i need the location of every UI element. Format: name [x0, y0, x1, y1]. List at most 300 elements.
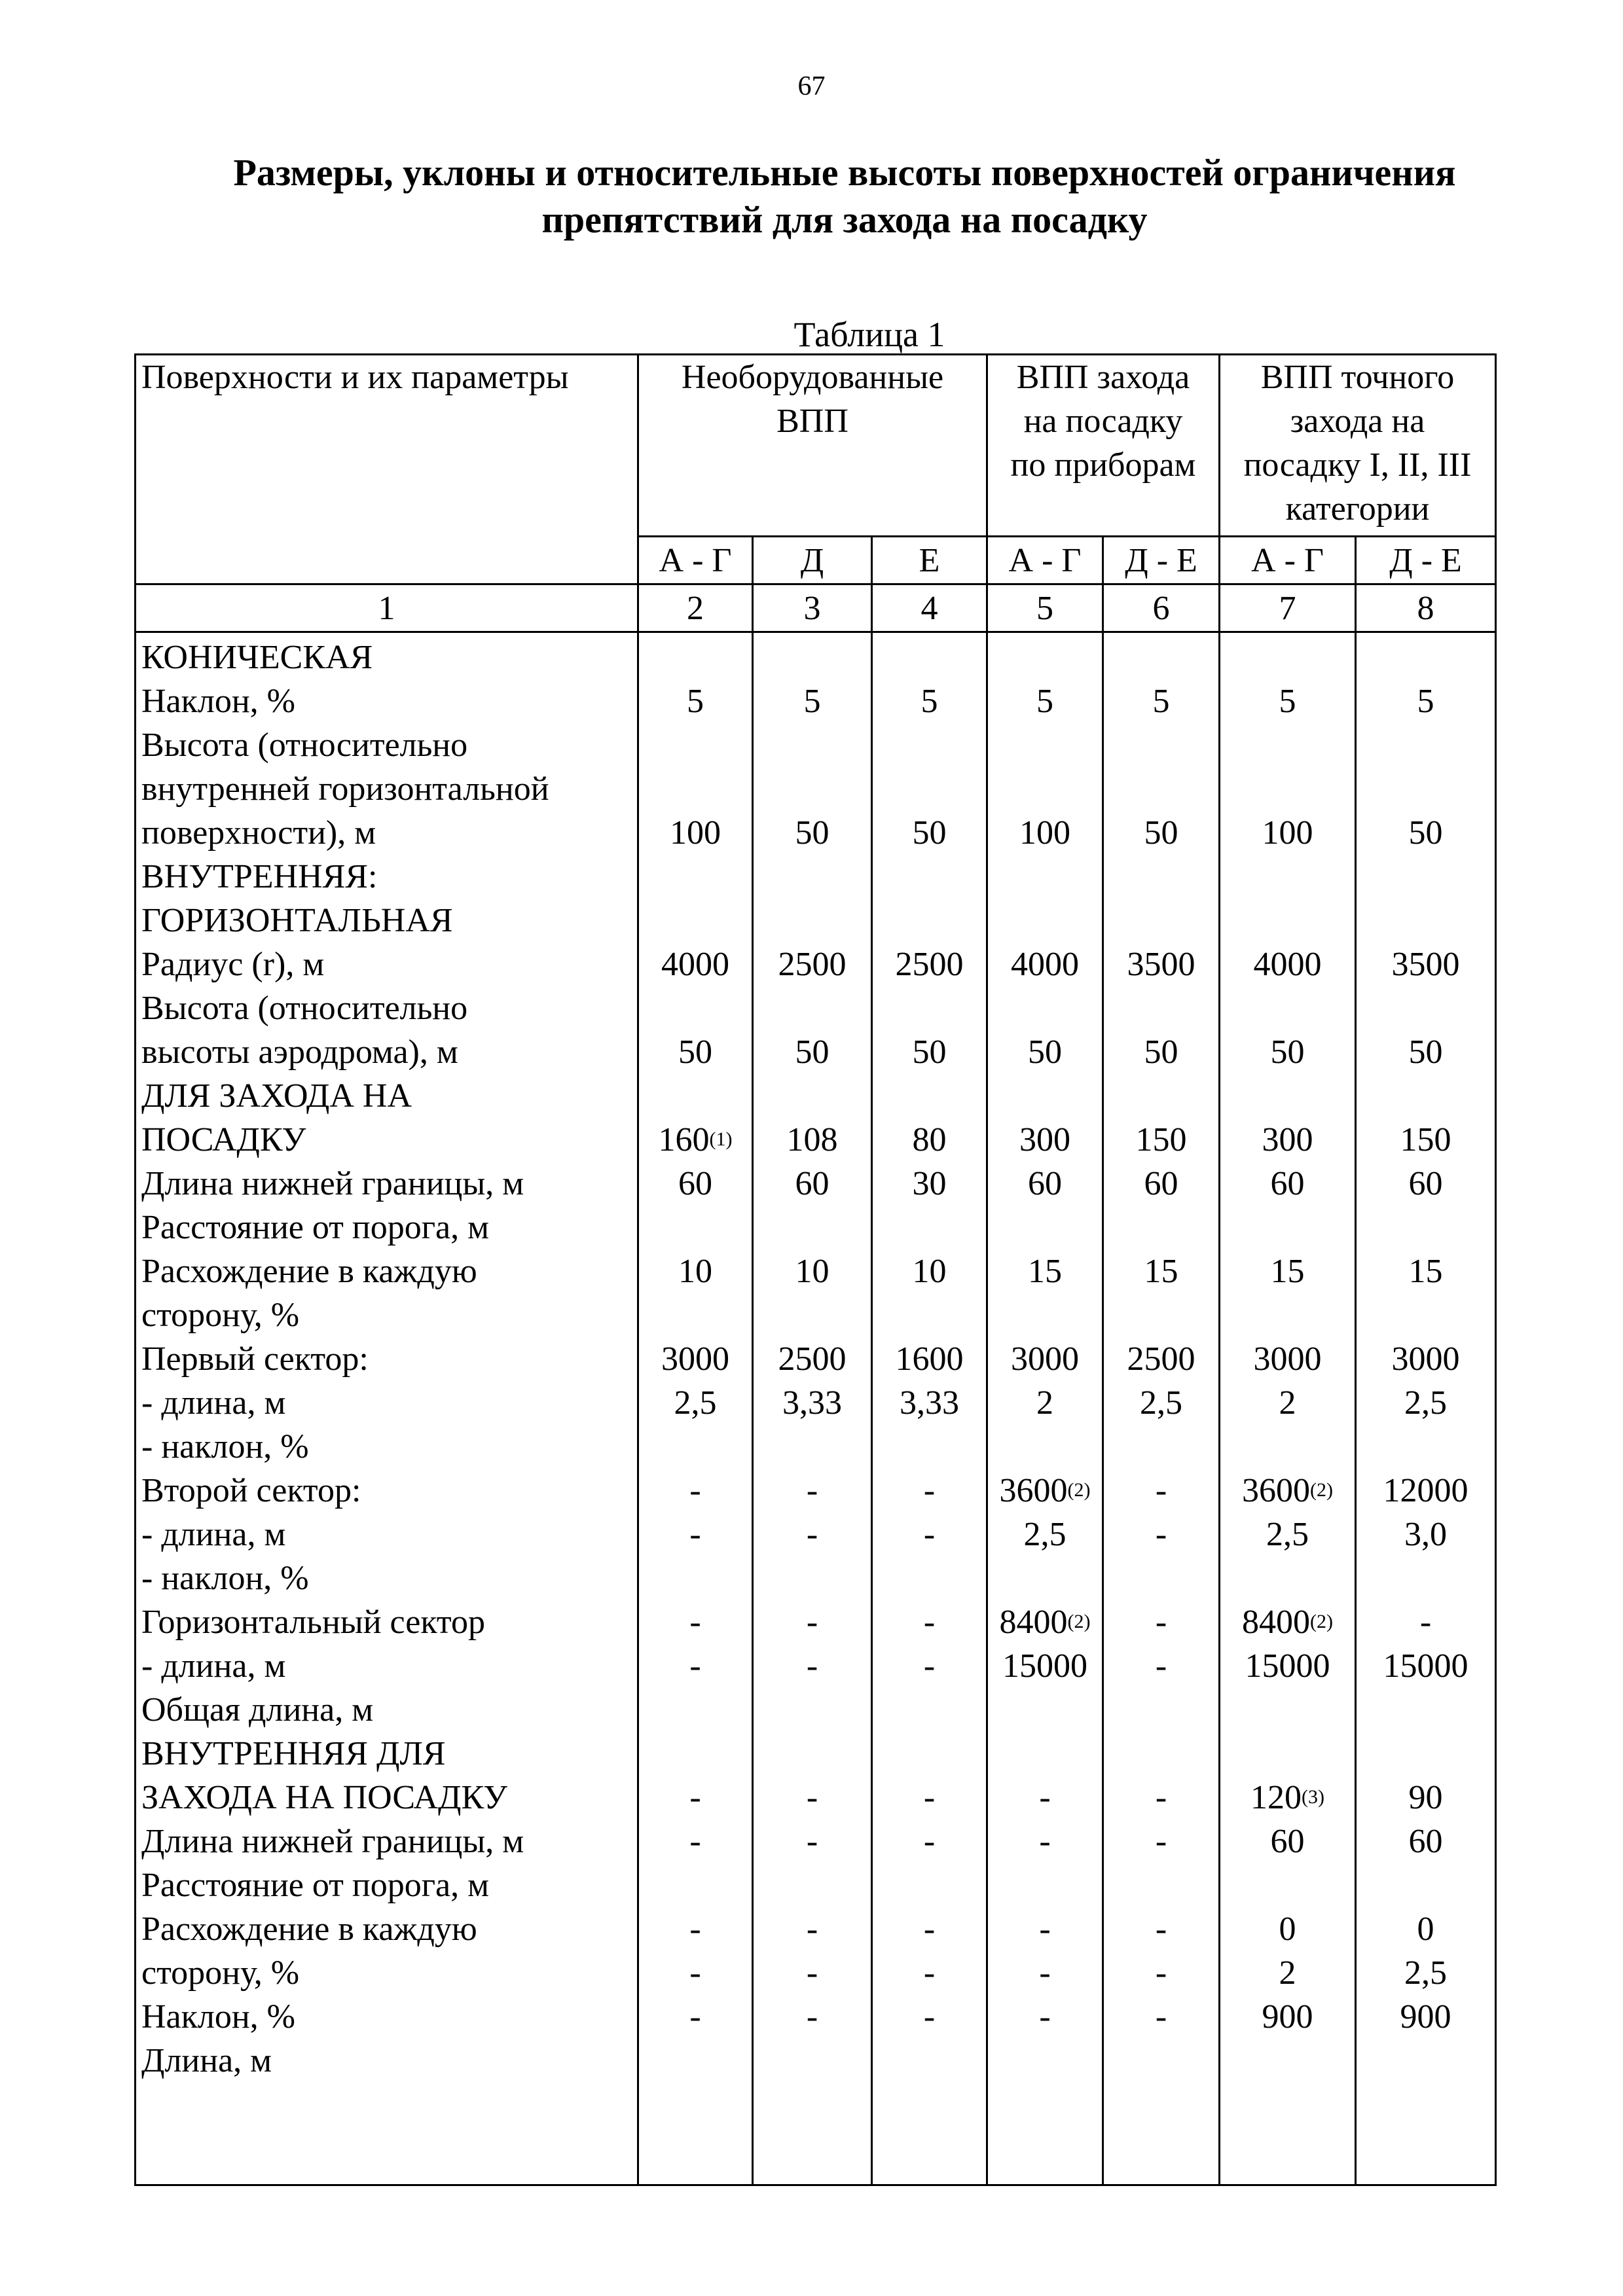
value-text: 15000: [1245, 1647, 1330, 1685]
value-text: 50: [1270, 1033, 1305, 1071]
value-cell: [1220, 1425, 1355, 1469]
value-cell: [988, 1337, 1102, 1381]
header-parameters-label: Поверхности и их параметры: [141, 359, 569, 396]
values-column-6: [1103, 632, 1220, 2185]
value-cell: [754, 1118, 871, 1162]
value-text: 2,5: [1404, 1384, 1447, 1422]
value-cell: [1220, 723, 1355, 767]
value-text: 3000: [1253, 1340, 1322, 1378]
value-text: -: [1155, 1823, 1167, 1860]
value-text: 3500: [1391, 946, 1460, 983]
value-text: 3000: [661, 1340, 729, 1378]
value-cell: [1104, 1556, 1218, 1600]
value-cell: [988, 723, 1102, 767]
header-group-instrument: [987, 355, 1220, 537]
value-text: 100: [670, 814, 721, 852]
parameter-label: Высота (относительно: [141, 990, 468, 1027]
parameter-label: Второй сектор:: [141, 1472, 361, 1509]
value-cell: [754, 855, 871, 899]
value-text: -: [806, 1647, 818, 1685]
value-text: 5: [1417, 683, 1434, 720]
value-cell: [754, 1600, 871, 1644]
footnote-marker: (2): [1310, 1479, 1333, 1501]
parameter-label: высоты аэродрома), м: [141, 1033, 458, 1071]
value-cell: [988, 1381, 1102, 1425]
value-text: 900: [1400, 1998, 1451, 2036]
value-cell: [1220, 1556, 1355, 1600]
value-text: 60: [678, 1165, 712, 1202]
parameter-label: поверхности), м: [141, 814, 376, 852]
parameter-label: ВНУТРЕННЯЯ ДЛЯ: [141, 1735, 446, 1772]
parameter-label: ДЛЯ ЗАХОДА НА: [141, 1077, 412, 1115]
subheader-cell: Д - Е: [1356, 537, 1496, 584]
value-text: 3500: [1127, 946, 1195, 983]
value-text: -: [923, 1954, 936, 1992]
value-cell: [988, 1118, 1102, 1162]
value-cell: [1104, 1293, 1218, 1337]
value-cell: [754, 1863, 871, 1907]
subheader-cell: А - Г: [1220, 537, 1356, 584]
value-text: 30: [912, 1165, 947, 1202]
value-cell: [639, 1162, 752, 1206]
value-cell: [1104, 1820, 1218, 1863]
value-text: 8400: [1242, 1604, 1310, 1641]
parameter-label: Расхождение в каждую: [141, 1253, 477, 1290]
value-cell: [754, 1030, 871, 1074]
value-cell: [639, 1820, 752, 1863]
value-cell: [639, 767, 752, 811]
value-cell: [639, 1293, 752, 1337]
value-text: -: [1155, 1998, 1167, 2036]
value-cell: [873, 1293, 986, 1337]
value-text: -: [689, 1998, 701, 2036]
value-cell: [639, 1732, 752, 1776]
value-cell: [1104, 1688, 1218, 1732]
value-cell: [754, 1995, 871, 2039]
value-cell: [1357, 1688, 1495, 1732]
value-text: -: [806, 1516, 818, 1553]
value-cell: [639, 1688, 752, 1732]
value-text: 900: [1262, 1998, 1313, 2036]
parameter-label: Расхождение в каждую: [141, 1910, 477, 1948]
value-cell: [754, 1162, 871, 1206]
value-cell: [1220, 1907, 1355, 1951]
value-cell: [639, 1776, 752, 1820]
value-cell: [988, 1776, 1102, 1820]
value-cell: [1104, 1951, 1218, 1995]
value-text: 50: [912, 1033, 947, 1071]
values-column-5: [987, 632, 1103, 2185]
value-text: 50: [795, 1033, 830, 1071]
column-number: 8: [1356, 584, 1496, 632]
value-cell: [754, 2039, 871, 2083]
value-cell: [988, 1995, 1102, 2039]
value-text: 3,0: [1404, 1516, 1447, 1553]
value-cell: [1357, 2039, 1495, 2083]
parameter-label: сторону, %: [141, 1954, 300, 1992]
value-text: 60: [1408, 1165, 1443, 1202]
parameter-label: внутренней горизонтальной: [141, 770, 549, 808]
value-cell: [639, 1425, 752, 1469]
value-cell: [1357, 1513, 1495, 1556]
values-column-8: [1356, 632, 1496, 2185]
value-text: 15000: [1383, 1647, 1468, 1685]
value-cell: [1104, 986, 1218, 1030]
column-number: 5: [987, 584, 1103, 632]
subheader-cell: Е: [872, 537, 987, 584]
value-cell: [1220, 1469, 1355, 1513]
value-cell: [1104, 899, 1218, 942]
subheader-cell: А - Г: [987, 537, 1103, 584]
value-text: 10: [678, 1253, 712, 1290]
value-text: 5: [687, 683, 704, 720]
value-cell: [1220, 1162, 1355, 1206]
value-text: 90: [1408, 1779, 1443, 1816]
value-cell: [988, 1600, 1102, 1644]
value-cell: [639, 899, 752, 942]
value-cell: [873, 1863, 986, 1907]
value-cell: [988, 1644, 1102, 1688]
value-cell: [754, 942, 871, 986]
value-cell: [639, 1381, 752, 1425]
value-cell: [873, 636, 986, 679]
value-text: 3,33: [900, 1384, 959, 1422]
value-text: 2,5: [1140, 1384, 1182, 1422]
value-text: 1600: [895, 1340, 964, 1378]
value-cell: [639, 1951, 752, 1995]
value-cell: [1357, 1776, 1495, 1820]
parameter-label: КОНИЧЕСКАЯ: [141, 639, 373, 676]
value-text: 50: [1144, 1033, 1178, 1071]
value-cell: [754, 1381, 871, 1425]
header-group-1-line-2: ВПП: [776, 403, 848, 440]
value-text: 15: [1144, 1253, 1178, 1290]
value-cell: [754, 1513, 871, 1556]
value-cell: [873, 899, 986, 942]
value-cell: [754, 1074, 871, 1118]
parameter-labels-column: [136, 632, 638, 2185]
header-group-3-line-3: посадку I, II, III: [1243, 446, 1472, 484]
value-text: 50: [678, 1033, 712, 1071]
value-text: -: [689, 1604, 701, 1641]
value-cell: [1357, 636, 1495, 679]
value-cell: [1357, 1732, 1495, 1776]
footnote-marker: (2): [1067, 1479, 1091, 1501]
value-cell: [1357, 1337, 1495, 1381]
value-cell: [1220, 1600, 1355, 1644]
title-line-1: Размеры, уклоны и относительные высоты поверхностей ограничения: [233, 151, 1456, 194]
header-parameters: [136, 355, 638, 584]
value-cell: [1357, 1381, 1495, 1425]
header-group-2-line-1: ВПП захода: [1016, 359, 1190, 396]
value-cell: [1104, 811, 1218, 855]
value-cell: [873, 1600, 986, 1644]
value-cell: [988, 811, 1102, 855]
parameter-label: - длина, м: [141, 1647, 286, 1685]
value-cell: [1220, 1644, 1355, 1688]
value-cell: [1357, 1030, 1495, 1074]
value-text: -: [1155, 1604, 1167, 1641]
value-text: 60: [1408, 1823, 1443, 1860]
value-cell: [754, 811, 871, 855]
value-cell: [754, 1249, 871, 1293]
value-text: -: [689, 1910, 701, 1948]
parameter-label: Первый сектор:: [141, 1340, 369, 1378]
value-cell: [754, 723, 871, 767]
value-text: 15: [1028, 1253, 1062, 1290]
table-header-row: [136, 355, 1496, 537]
value-cell: [639, 986, 752, 1030]
value-cell: [1220, 899, 1355, 942]
subheader-cell: Д: [753, 537, 872, 584]
value-text: 60: [1144, 1165, 1178, 1202]
value-text: 80: [912, 1121, 947, 1158]
value-cell: [1104, 636, 1218, 679]
value-cell: [754, 899, 871, 942]
value-text: 120: [1250, 1779, 1302, 1816]
value-cell: [1104, 723, 1218, 767]
value-text: 150: [1135, 1121, 1187, 1158]
value-text: 60: [1270, 1165, 1305, 1202]
value-cell: [1104, 1249, 1218, 1293]
value-text: -: [689, 1954, 701, 1992]
parameter-label: Радиус (r), м: [141, 946, 325, 983]
value-text: 50: [1408, 814, 1443, 852]
value-cell: [1104, 1644, 1218, 1688]
value-text: -: [806, 1779, 818, 1816]
value-text: -: [923, 1472, 936, 1509]
value-cell: [873, 1776, 986, 1820]
value-text: 12000: [1383, 1472, 1468, 1509]
value-cell: [1357, 1293, 1495, 1337]
value-text: 3600: [1242, 1472, 1310, 1509]
value-cell: [1357, 1600, 1495, 1644]
value-cell: [1220, 1337, 1355, 1381]
footnote-marker: (3): [1302, 1786, 1324, 1808]
value-cell: [873, 2039, 986, 2083]
value-cell: [988, 1688, 1102, 1732]
value-text: 150: [1400, 1121, 1451, 1158]
parameter-label: Расстояние от порога, м: [141, 1867, 490, 1904]
value-cell: [1357, 855, 1495, 899]
value-text: -: [1155, 1516, 1167, 1553]
value-cell: [1104, 1469, 1218, 1513]
table-body-row: [136, 632, 1496, 2185]
value-cell: [873, 1556, 986, 1600]
value-cell: [1357, 723, 1495, 767]
value-text: -: [1039, 1998, 1051, 2036]
value-cell: [1104, 1600, 1218, 1644]
value-cell: [1220, 1030, 1355, 1074]
subheader-cell: А - Г: [638, 537, 753, 584]
parameter-label: Общая длина, м: [141, 1691, 374, 1729]
value-cell: [639, 1513, 752, 1556]
value-cell: [988, 1820, 1102, 1863]
value-cell: [1104, 1030, 1218, 1074]
value-text: 5: [1152, 683, 1170, 720]
value-cell: [1357, 1425, 1495, 1469]
value-cell: [988, 899, 1102, 942]
value-cell: [988, 986, 1102, 1030]
value-text: -: [1039, 1779, 1051, 1816]
header-group-precision: [1220, 355, 1496, 537]
value-cell: [1357, 1907, 1495, 1951]
value-cell: [1104, 1425, 1218, 1469]
column-number: 3: [753, 584, 872, 632]
page-number: 67: [797, 71, 826, 101]
value-cell: [873, 1074, 986, 1118]
value-cell: [639, 811, 752, 855]
value-text: 15: [1270, 1253, 1305, 1290]
value-text: -: [689, 1647, 701, 1685]
value-cell: [1220, 636, 1355, 679]
value-text: 2500: [778, 1340, 847, 1378]
value-text: -: [1039, 1823, 1051, 1860]
value-cell: [873, 1688, 986, 1732]
parameter-label: ПОСАДКУ: [141, 1121, 306, 1158]
parameter-label: Длина, м: [141, 2042, 272, 2079]
value-text: -: [1155, 1910, 1167, 1948]
value-cell: [1357, 1644, 1495, 1688]
table-caption: Таблица 1: [793, 315, 945, 354]
value-text: -: [806, 1472, 818, 1509]
value-cell: [639, 1118, 752, 1162]
value-cell: [754, 636, 871, 679]
value-cell: [754, 1688, 871, 1732]
value-cell: [1104, 1162, 1218, 1206]
value-cell: [988, 1293, 1102, 1337]
value-text: 5: [803, 683, 821, 720]
value-cell: [1104, 1118, 1218, 1162]
value-cell: [988, 1556, 1102, 1600]
value-cell: [1357, 1206, 1495, 1249]
value-cell: [1220, 986, 1355, 1030]
value-cell: [1357, 1074, 1495, 1118]
value-text: 3000: [1011, 1340, 1079, 1378]
value-cell: [873, 1118, 986, 1162]
value-cell: [1220, 767, 1355, 811]
value-text: 10: [912, 1253, 947, 1290]
document-title: [196, 149, 1493, 243]
value-cell: [873, 767, 986, 811]
value-cell: [1220, 1381, 1355, 1425]
value-text: 60: [795, 1165, 830, 1202]
parameter-label: ГОРИЗОНТАЛЬНАЯ: [141, 902, 453, 939]
value-cell: [1220, 1820, 1355, 1863]
value-text: 3600: [999, 1472, 1068, 1509]
value-text: 8400: [999, 1604, 1068, 1641]
value-text: 60: [1270, 1823, 1305, 1860]
value-cell: [639, 942, 752, 986]
value-cell: [1357, 1556, 1495, 1600]
value-cell: [639, 1556, 752, 1600]
value-cell: [1220, 1776, 1355, 1820]
column-number: 1: [136, 584, 638, 632]
value-cell: [1357, 1951, 1495, 1995]
value-cell: [1220, 1206, 1355, 1249]
value-text: -: [806, 1998, 818, 2036]
value-cell: [873, 942, 986, 986]
value-cell: [639, 1030, 752, 1074]
value-cell: [873, 1951, 986, 1995]
parameter-label: Расстояние от порога, м: [141, 1209, 490, 1246]
value-cell: [639, 679, 752, 723]
value-cell: [873, 1381, 986, 1425]
value-cell: [754, 1776, 871, 1820]
value-cell: [1104, 1206, 1218, 1249]
value-cell: [754, 1425, 871, 1469]
value-text: 3,33: [782, 1384, 842, 1422]
value-cell: [639, 636, 752, 679]
header-group-3-line-2: захода на: [1290, 403, 1425, 440]
value-cell: [1104, 767, 1218, 811]
value-text: 50: [1028, 1033, 1062, 1071]
value-text: -: [923, 1647, 936, 1685]
value-cell: [754, 1907, 871, 1951]
value-cell: [1357, 1995, 1495, 2039]
value-cell: [639, 1249, 752, 1293]
value-cell: [1104, 1513, 1218, 1556]
table-column-numbers-row: [136, 584, 1496, 632]
value-cell: [1104, 1337, 1218, 1381]
value-text: -: [1155, 1472, 1167, 1509]
value-cell: [988, 1951, 1102, 1995]
header-group-unequipped: [638, 355, 987, 537]
value-cell: [1220, 1995, 1355, 2039]
values-column-4: [872, 632, 987, 2185]
value-cell: [754, 679, 871, 723]
value-text: 100: [1262, 814, 1313, 852]
value-cell: [639, 1863, 752, 1907]
value-cell: [754, 1644, 871, 1688]
value-cell: [1357, 1118, 1495, 1162]
value-cell: [873, 1644, 986, 1688]
value-text: 4000: [1253, 946, 1322, 983]
value-cell: [988, 1907, 1102, 1951]
value-text: -: [689, 1823, 701, 1860]
value-text: -: [806, 1823, 818, 1860]
value-cell: [1104, 1381, 1218, 1425]
value-cell: [873, 1162, 986, 1206]
value-text: 50: [795, 814, 830, 852]
value-cell: [639, 1469, 752, 1513]
value-cell: [1357, 811, 1495, 855]
title-line-2: препятствий для захода на посадку: [541, 198, 1148, 241]
value-cell: [1357, 1162, 1495, 1206]
value-text: 60: [1028, 1165, 1062, 1202]
value-text: -: [689, 1779, 701, 1816]
value-text: 300: [1019, 1121, 1070, 1158]
value-cell: [754, 1732, 871, 1776]
value-text: 2,5: [1266, 1516, 1309, 1553]
value-cell: [1104, 1907, 1218, 1951]
value-cell: [873, 1206, 986, 1249]
values-column-7: [1220, 632, 1356, 2185]
value-text: 2500: [1127, 1340, 1195, 1378]
value-cell: [1104, 1074, 1218, 1118]
value-cell: [754, 1206, 871, 1249]
value-cell: [1104, 942, 1218, 986]
value-text: 50: [1408, 1033, 1443, 1071]
value-cell: [1357, 942, 1495, 986]
header-group-3-line-1: ВПП точного: [1260, 359, 1455, 396]
value-cell: [1220, 942, 1355, 986]
value-cell: [639, 1644, 752, 1688]
value-cell: [988, 2039, 1102, 2083]
value-cell: [873, 986, 986, 1030]
parameter-label: - длина, м: [141, 1384, 286, 1422]
parameter-label: Длина нижней границы, м: [141, 1165, 524, 1202]
